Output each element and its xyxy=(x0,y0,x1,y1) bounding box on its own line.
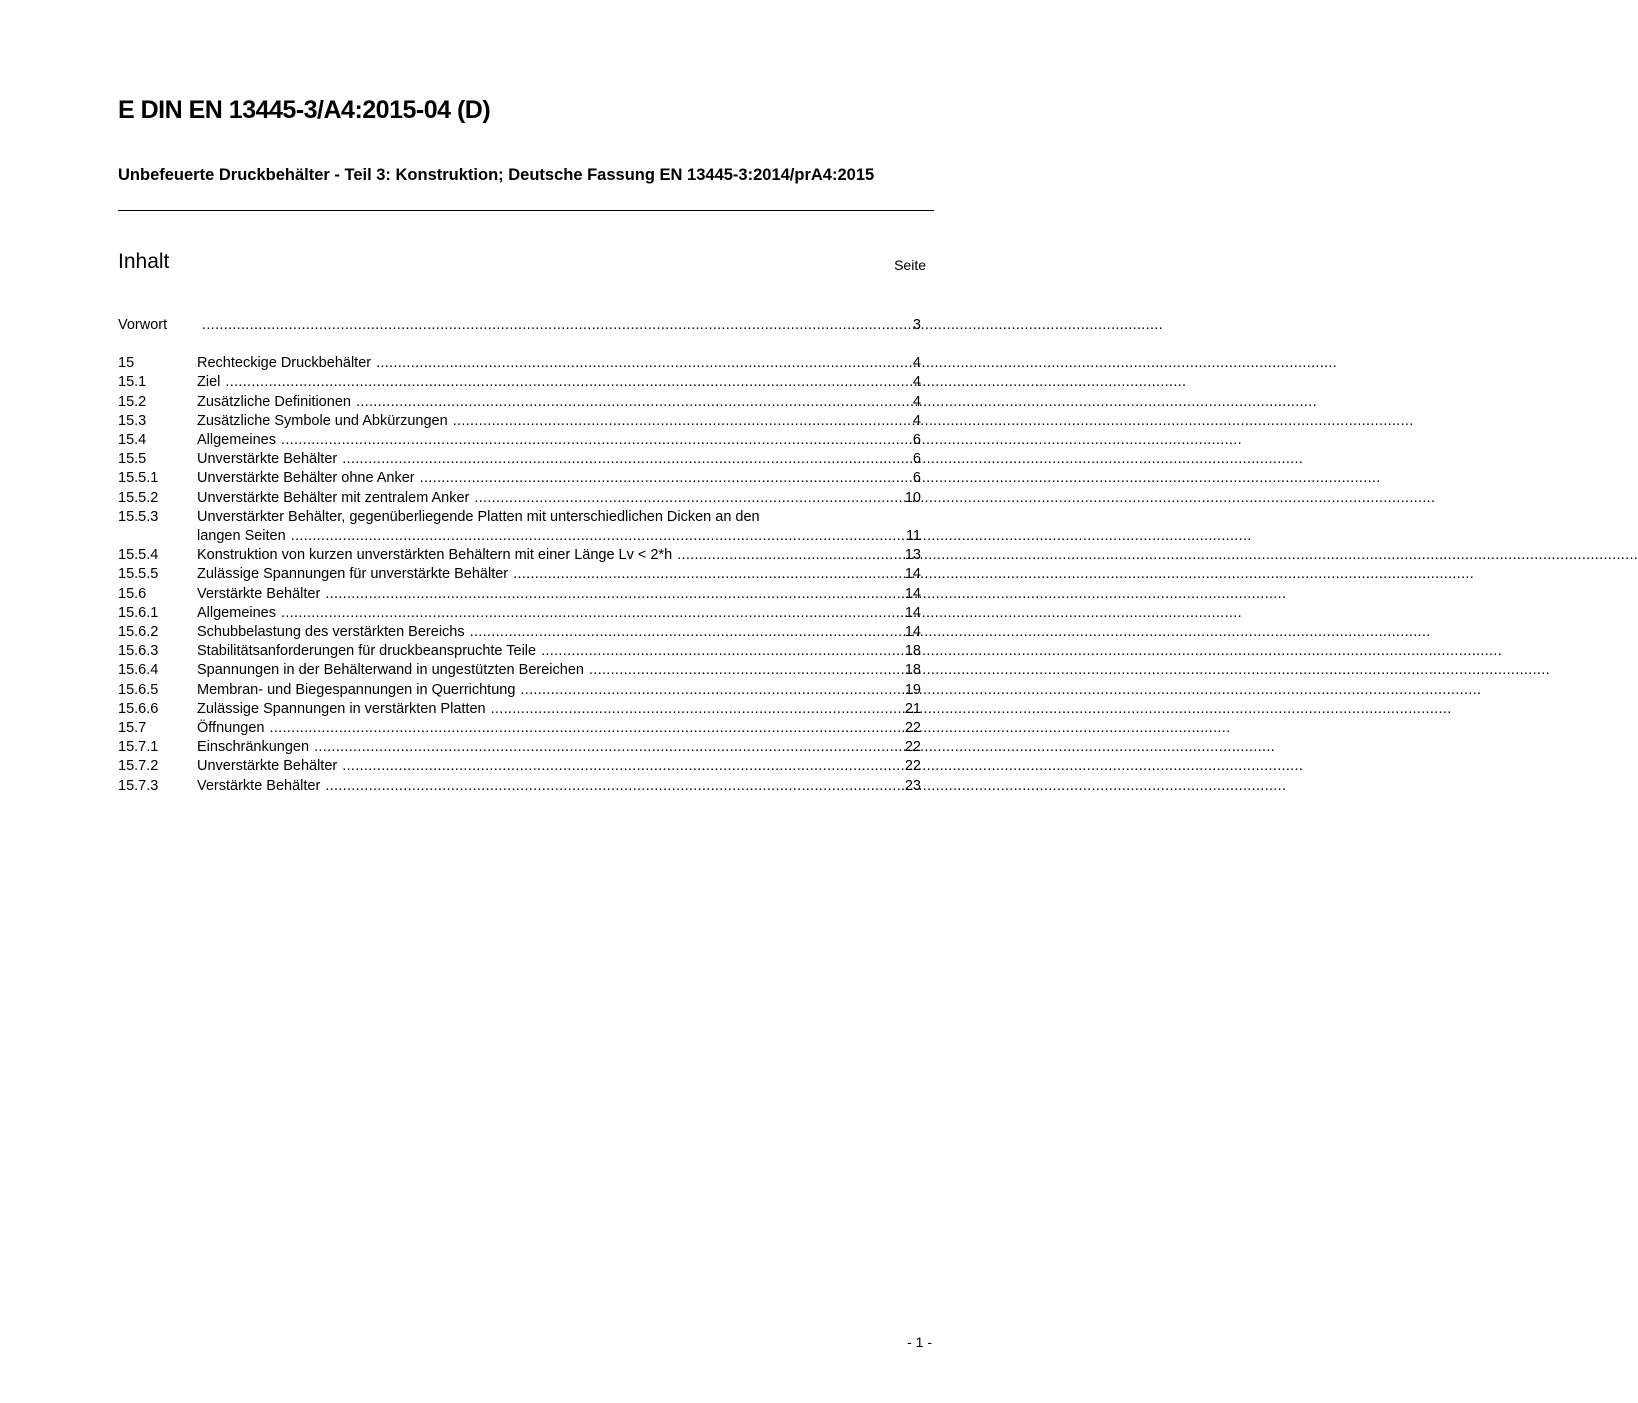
toc-entry-number: 15.7 xyxy=(118,720,147,737)
toc-entry[interactable] xyxy=(118,489,921,508)
toc-leader-dots xyxy=(342,450,913,469)
toc-entry-page: 21 xyxy=(904,700,921,717)
toc-entry-page: 14 xyxy=(904,585,921,602)
toc-entry[interactable] xyxy=(118,546,921,565)
toc-entry[interactable] xyxy=(118,373,921,392)
toc-entry[interactable] xyxy=(118,777,921,796)
toc-entry-number: 15.5.2 xyxy=(118,489,159,506)
toc-entry-page: 18 xyxy=(904,643,921,660)
toc-entry-number: 15.4 xyxy=(118,432,147,449)
toc-entry-title: Unverstärkte Behälter mit zentralem Anker xyxy=(197,489,470,506)
toc-entry-title: Öffnungen xyxy=(197,720,265,737)
toc-leader-dots xyxy=(356,393,913,412)
toc-leader-dots xyxy=(269,719,904,738)
toc-entry-number: 15.1 xyxy=(118,374,147,391)
toc-entry[interactable] xyxy=(118,565,921,584)
toc-entry[interactable] xyxy=(118,661,921,680)
toc-entry[interactable] xyxy=(118,642,921,661)
toc-entry-title: Zusätzliche Symbole und Abkürzungen xyxy=(197,412,448,429)
toc-entry-number: 15.5.1 xyxy=(118,470,159,487)
toc-entry-page: 10 xyxy=(904,489,921,506)
toc-entry-number: 15.7.2 xyxy=(118,758,159,775)
toc-entry[interactable] xyxy=(118,412,921,431)
toc-entry-page: 22 xyxy=(904,758,921,775)
toc-leader-dots xyxy=(376,354,913,373)
toc-entry[interactable] xyxy=(118,354,921,373)
toc-entry-page: 14 xyxy=(904,624,921,641)
toc-leader-dots xyxy=(342,757,905,776)
toc-entry-title-continued: langen Seiten xyxy=(197,528,286,545)
toc-entry[interactable] xyxy=(118,623,921,642)
toc-entry-title: Unverstärkte Behälter xyxy=(197,758,338,775)
toc-entry-page: 6 xyxy=(912,470,921,487)
toc-entry-page: 22 xyxy=(904,720,921,737)
toc-entry-number: 15.5 xyxy=(118,451,147,468)
toc-leader-dots xyxy=(314,738,905,757)
toc-entry-page: 11 xyxy=(905,528,921,545)
toc-entry-title: Zusätzliche Definitionen xyxy=(197,393,351,410)
toc-leader-dots xyxy=(325,585,905,604)
toc-leader-dots xyxy=(281,604,905,623)
toc-heading: Inhalt xyxy=(118,250,170,273)
toc-entry-page: 19 xyxy=(904,681,921,698)
toc-entry-number: 15.2 xyxy=(118,393,147,410)
toc-entry-title: Unverstärkte Behälter ohne Anker xyxy=(197,470,415,487)
toc-entry-number: 15.6.2 xyxy=(118,624,159,641)
toc-entry-number: 15.6.5 xyxy=(118,681,159,698)
toc-entry-page: 6 xyxy=(912,451,921,468)
page-number: - 1 - xyxy=(907,1334,932,1350)
toc-entry-title: Membran- und Biegespannungen in Querrichtung xyxy=(197,681,516,698)
toc-entry-number: 15.6.4 xyxy=(118,662,159,679)
toc-leader-dots xyxy=(225,373,913,392)
toc-entry-title: Verstärkte Behälter xyxy=(197,777,321,794)
toc-entry-page: 18 xyxy=(904,662,921,679)
toc-entry[interactable] xyxy=(118,719,921,738)
toc-entry-page: 14 xyxy=(904,604,921,621)
toc-entry[interactable] xyxy=(118,757,921,776)
toc-entry-number: 15.5.4 xyxy=(118,547,159,564)
toc-entry-number: 15.6.1 xyxy=(118,604,159,621)
toc-entry[interactable] xyxy=(118,738,921,757)
toc-entry-number: 15.7.1 xyxy=(118,739,159,756)
toc-leader-dots xyxy=(541,642,905,661)
toc-entry-page: 23 xyxy=(904,777,921,794)
toc-entry-number: 15.3 xyxy=(118,412,147,429)
toc-entry-number: 15.6.6 xyxy=(118,700,159,717)
toc-leader-dots xyxy=(202,316,913,335)
toc-entry-page: 13 xyxy=(904,547,921,564)
toc-entry-title: Unverstärkte Behälter xyxy=(197,451,338,468)
toc-entry[interactable] xyxy=(118,431,921,450)
toc-entry-title: Zulässige Spannungen in verstärkten Platten xyxy=(197,700,486,717)
toc-entry-number: 15.7.3 xyxy=(118,777,159,794)
toc-entry-number: 15 xyxy=(118,355,135,372)
toc-leader-dots xyxy=(520,681,904,700)
toc-entry[interactable] xyxy=(118,604,921,623)
toc-entry-page: 6 xyxy=(912,432,921,449)
toc-entry-page: 4 xyxy=(912,393,921,410)
toc-entry-continuation[interactable] xyxy=(118,527,921,546)
toc-entry-number: Vorwort xyxy=(118,317,168,333)
toc-entry-page: 4 xyxy=(912,355,921,372)
toc-entry[interactable] xyxy=(118,316,921,335)
toc-entry-title: Einschränkungen xyxy=(197,739,310,756)
toc-entry-title: Stabilitätsanforderungen für druckbeanspruchte Teile xyxy=(197,643,537,660)
toc-leader-dots xyxy=(291,527,906,546)
toc-entry-title: Verstärkte Behälter xyxy=(197,585,321,602)
table-of-contents xyxy=(118,316,921,796)
toc-entry[interactable] xyxy=(118,681,921,700)
toc-entry-number: 15.5.5 xyxy=(118,566,159,583)
toc-entry-title: Schubbelastung des verstärkten Bereichs xyxy=(197,624,465,641)
toc-entry-title: Ziel xyxy=(197,374,221,391)
toc-entry-number: 15.6 xyxy=(118,585,147,602)
document-subtitle: Unbefeuerte Druckbehälter - Teil 3: Konstruktion; Deutsche Fassung EN 13445-3:2014/prA4:2015 xyxy=(118,166,875,184)
toc-entry[interactable] xyxy=(118,700,921,719)
toc-entry[interactable] xyxy=(118,450,921,469)
toc-entry-title: Konstruktion von kurzen unverstärkten Behältern mit einer Länge Lv < 2*h xyxy=(197,547,673,564)
toc-entry-page: 3 xyxy=(912,317,921,333)
toc-entry-title: Spannungen in der Behälterwand in ungestützten Bereichen xyxy=(197,662,584,679)
toc-entry-title: Zulässige Spannungen für unverstärkte Behälter xyxy=(197,566,509,583)
toc-leader-dots xyxy=(474,489,904,508)
toc-leader-dots xyxy=(513,565,905,584)
toc-entry-page: 4 xyxy=(912,412,921,429)
toc-entry[interactable] xyxy=(118,393,921,412)
toc-entry-title: Allgemeines xyxy=(197,432,276,449)
toc-entry-number: 15.5.3 xyxy=(118,508,159,525)
toc-entry-title: Unverstärkter Behälter, gegenüberliegende Platten mit unterschiedlichen Dicken an den xyxy=(197,508,760,525)
toc-entry[interactable] xyxy=(118,585,921,604)
toc-leader-dots xyxy=(491,700,905,719)
toc-entry-page: 22 xyxy=(904,739,921,756)
toc-leader-dots xyxy=(420,469,913,488)
toc-entry-page: 4 xyxy=(912,374,921,391)
toc-leader-dots xyxy=(281,431,913,450)
toc-leader-dots xyxy=(325,777,905,796)
toc-leader-dots xyxy=(470,623,905,642)
toc-leader-dots xyxy=(589,661,905,680)
toc-leader-dots xyxy=(677,546,905,565)
toc-entry-number: 15.6.3 xyxy=(118,643,159,660)
document-id: E DIN EN 13445-3/A4:2015-04 (D) xyxy=(118,96,491,124)
toc-entry-title: Rechteckige Druckbehälter xyxy=(197,355,372,372)
toc-entry-page: 14 xyxy=(904,566,921,583)
toc-entry-wrapped[interactable] xyxy=(118,508,921,527)
toc-leader-dots xyxy=(453,412,913,431)
header-rule xyxy=(118,210,934,211)
toc-entry-title: Allgemeines xyxy=(197,604,276,621)
toc-entry[interactable] xyxy=(118,469,921,488)
toc-page-label: Seite xyxy=(894,257,926,273)
